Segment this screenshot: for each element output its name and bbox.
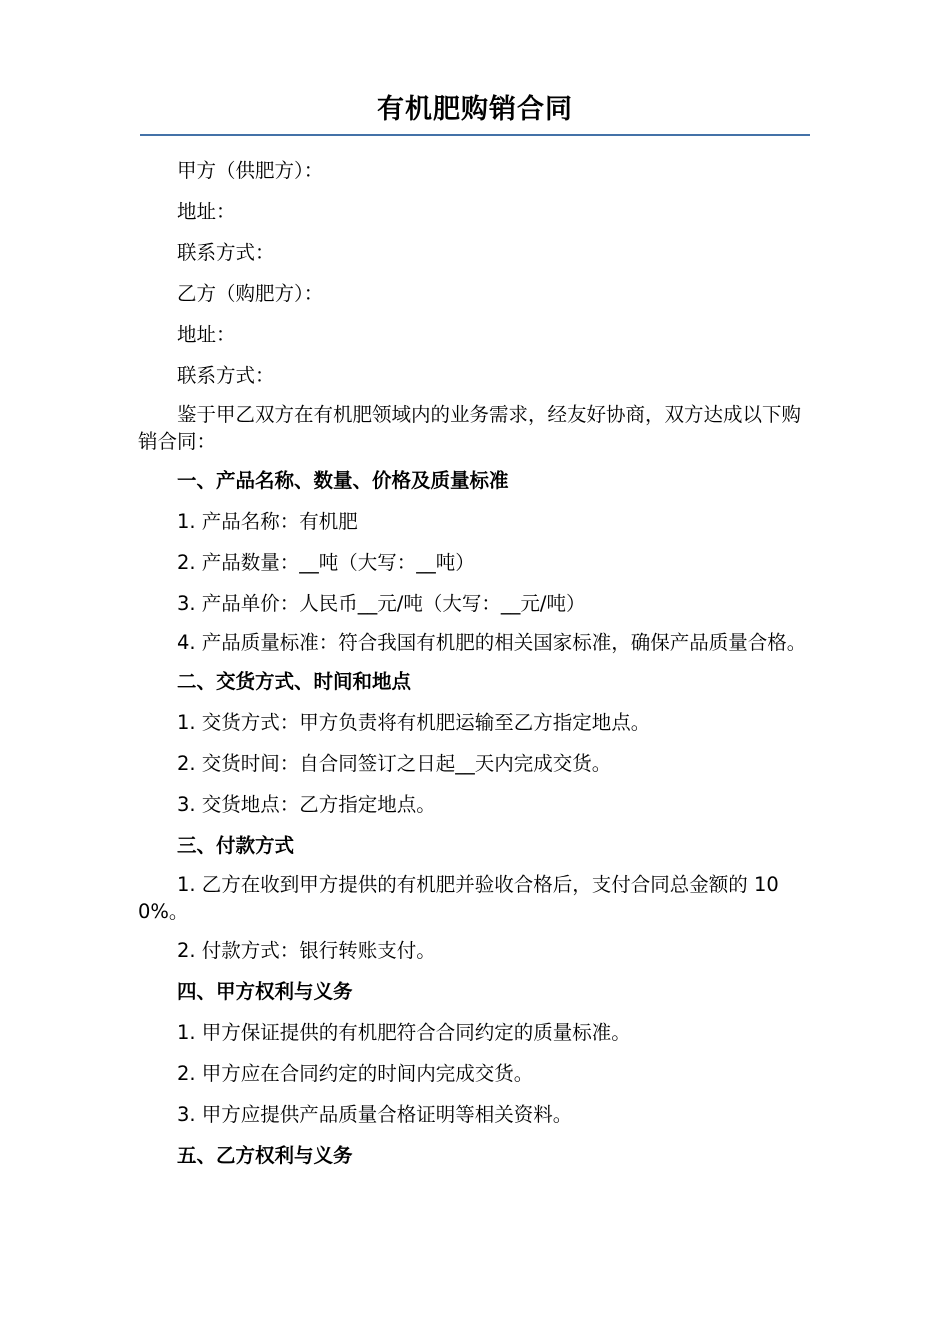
document-paragraph: 4. 产品质量标准：符合我国有机肥的相关国家标准，确保产品质量合格。 <box>177 631 807 654</box>
document-page <box>0 92 950 1322</box>
title-container <box>0 92 950 136</box>
document-paragraph: 联系方式： <box>177 241 275 264</box>
document-paragraph: 1. 产品名称：有机肥 <box>177 510 358 533</box>
document-paragraph: 3. 甲方应提供产品质量合格证明等相关资料。 <box>177 1103 573 1126</box>
document-paragraph: 1. 交货方式：甲方负责将有机肥运输至乙方指定地点。 <box>177 711 651 734</box>
document-paragraph: 三、付款方式 <box>177 834 295 857</box>
document-paragraph: 3. 产品单价：人民币__元/吨（大写：__元/吨） <box>177 592 586 615</box>
page-title: 有机肥购销合同 <box>140 92 810 136</box>
document-paragraph: 2. 付款方式：银行转账支付。 <box>177 939 436 962</box>
document-paragraph: 3. 交货地点：乙方指定地点。 <box>177 793 436 816</box>
document-paragraph: 地址： <box>177 200 236 223</box>
document-paragraph: 一、产品名称、数量、价格及质量标准 <box>177 469 509 492</box>
document-paragraph: 1. 乙方在收到甲方提供的有机肥并验收合格后，支付合同总金额的 100%。 <box>138 873 779 923</box>
document-paragraph: 二、交货方式、时间和地点 <box>177 670 412 693</box>
document-paragraph: 1. 甲方保证提供的有机肥符合合同约定的质量标准。 <box>177 1021 631 1044</box>
document-paragraph: 地址： <box>177 323 236 346</box>
document-paragraph: 2. 交货时间：自合同签订之日起__天内完成交货。 <box>177 752 612 775</box>
document-paragraph: 鉴于甲乙双方在有机肥领域内的业务需求，经友好协商，双方达成以下购销合同： <box>138 403 802 453</box>
document-body <box>0 150 950 1176</box>
document-paragraph: 乙方（购肥方）： <box>177 282 324 305</box>
document-paragraph: 2. 产品数量：__吨（大写：__吨） <box>177 551 475 574</box>
document-paragraph: 五、乙方权利与义务 <box>177 1144 353 1167</box>
document-paragraph: 四、甲方权利与义务 <box>177 980 353 1003</box>
document-paragraph: 2. 甲方应在合同约定的时间内完成交货。 <box>177 1062 534 1085</box>
document-paragraph: 甲方（供肥方）： <box>177 159 324 182</box>
document-paragraph: 联系方式： <box>177 364 275 387</box>
